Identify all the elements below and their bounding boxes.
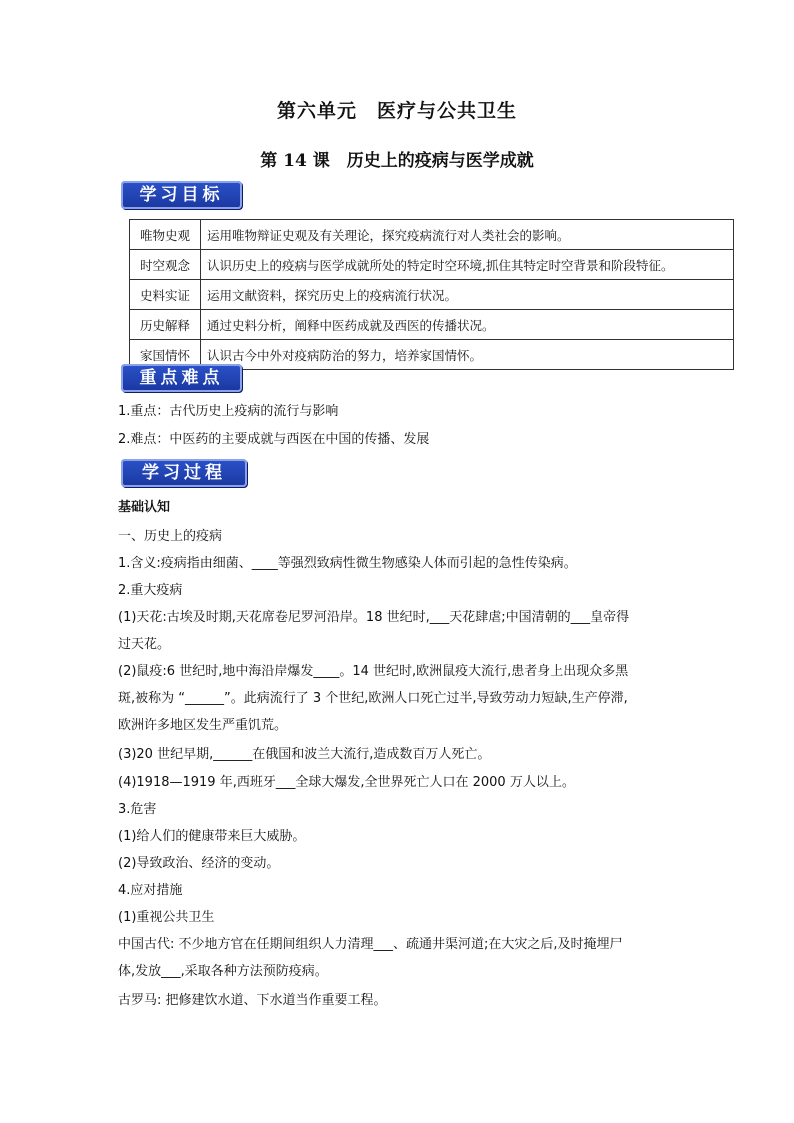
objective-name: 历史解释 xyxy=(130,310,201,340)
objectives-table xyxy=(129,219,734,370)
objective-desc: 认识古今中外对疫病防治的努力，培养家国情怀。 xyxy=(201,340,734,370)
objective-name: 史料实证 xyxy=(130,280,201,310)
table-row xyxy=(130,310,734,340)
body-line: (2)鼠疫:6 世纪时,地中海沿岸爆发____。14 世纪时,欧洲鼠疫大流行,患者身上出现众多黑 xyxy=(118,664,629,679)
section-tag-process: 学习过程 xyxy=(121,459,247,487)
body-line: 中国古代: 不少地方官在任期间组织人力清理___、疏通井渠河道;在大灾之后,及时掩埋尸 xyxy=(118,937,623,952)
body-line: 过天花。 xyxy=(118,637,171,652)
body-line: (2)导致政治、经济的变动。 xyxy=(118,856,280,871)
difficult-point-item: 2.难点：中医药的主要成就与西医在中国的传播、发展 xyxy=(118,432,430,447)
objective-name: 时空观念 xyxy=(130,250,201,280)
unit-title: 第六单元 医疗与公共卫生 xyxy=(276,100,517,122)
section-tag-objectives: 学习目标 xyxy=(121,181,242,209)
objective-name: 唯物史观 xyxy=(130,220,201,250)
objective-desc: 认识历史上的疫病与医学成就所处的特定时空环境,抓住其特定时空背景和阶段特征。 xyxy=(201,250,734,280)
body-line: 古罗马: 把修建饮水道、下水道当作重要工程。 xyxy=(118,993,387,1008)
body-heading: 基础认知 xyxy=(118,500,171,515)
table-row xyxy=(130,250,734,280)
body-line: (1)重视公共卫生 xyxy=(118,910,215,925)
objective-desc: 通过史料分析，阐释中医药成就及西医的传播状况。 xyxy=(201,310,734,340)
body-line: (4)1918—1919 年,西班牙___全球大爆发,全世界死亡人口在 2000 万人以上。 xyxy=(118,775,575,790)
body-line: 4.应对措施 xyxy=(118,883,183,898)
body-line: 一、历史上的疫病 xyxy=(118,529,223,544)
objective-desc: 运用唯物辩证史观及有关理论，探究疫病流行对人类社会的影响。 xyxy=(201,220,734,250)
key-point-item: 1.重点：古代历史上疫病的流行与影响 xyxy=(118,404,339,419)
table-row xyxy=(130,220,734,250)
body-line: 1.含义:疫病指由细菌、____等强烈致病性微生物感染人体而引起的急性传染病。 xyxy=(118,556,577,571)
body-line: 斑,被称为 “______”。此病流行了 3 个世纪,欧洲人口死亡过半,导致劳动力短缺,生产停滞, xyxy=(118,691,628,706)
section-tag-key-points: 重点难点 xyxy=(121,364,242,392)
body-line: (3)20 世纪早期,______在俄国和波兰大流行,造成数百万人死亡。 xyxy=(118,747,491,762)
body-line: 体,发放___,采取各种方法预防疫病。 xyxy=(118,964,328,979)
lesson-title: 第 14 课 历史上的疫病与医学成就 xyxy=(260,151,534,171)
body-line: (1)天花:古埃及时期,天花席卷尼罗河沿岸。18 世纪时,___天花肆虐;中国清朝的___皇帝得 xyxy=(118,610,630,625)
objective-desc: 运用文献资料，探究历史上的疫病流行状况。 xyxy=(201,280,734,310)
body-line: 3.危害 xyxy=(118,802,157,817)
body-line: (1)给人们的健康带来巨大威胁。 xyxy=(118,829,306,844)
body-line: 2.重大疫病 xyxy=(118,583,183,598)
table-row xyxy=(130,280,734,310)
body-line: 欧洲许多地区发生严重饥荒。 xyxy=(118,718,288,733)
objective-name: 家国情怀 xyxy=(130,340,201,370)
